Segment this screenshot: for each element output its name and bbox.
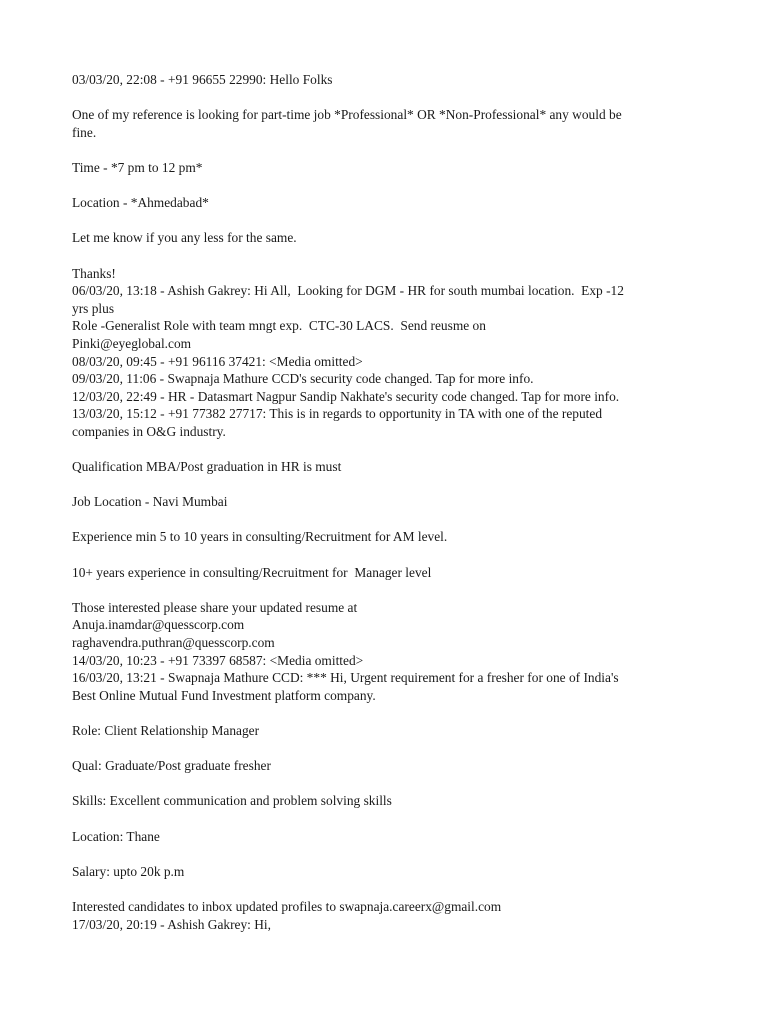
blank-line bbox=[72, 880, 702, 898]
blank-line bbox=[72, 775, 702, 793]
message-line: 13/03/20, 15:12 - +91 77382 27717: This is in regards to opportunity in TA with one of the reputed bbox=[72, 406, 603, 422]
message-line: Anuja.inamdar@quesscorp.com bbox=[72, 617, 245, 633]
message-line: Interested candidates to inbox updated profiles to swapnaja.careerx@gmail.com bbox=[72, 898, 502, 914]
blank-line bbox=[72, 740, 702, 758]
message-line: 08/03/20, 09:45 - +91 96116 37421: <Media omitted> bbox=[72, 353, 363, 369]
message-line: Let me know if you any less for the same. bbox=[72, 230, 297, 246]
message-line: Location: Thane bbox=[72, 828, 160, 844]
message-line: One of my reference is looking for part-time job *Professional* OR *Non-Professional* any would be bbox=[72, 107, 622, 123]
message-line: Best Online Mutual Fund Investment platform company. bbox=[72, 687, 376, 703]
blank-line bbox=[72, 810, 702, 828]
message-line: 16/03/20, 13:21 - Swapnaja Mathure CCD: *** Hi, Urgent requirement for a fresher for one of India's bbox=[72, 670, 619, 686]
blank-line bbox=[72, 845, 702, 863]
message-line: Skills: Excellent communication and problem solving skills bbox=[72, 793, 392, 809]
message-line: companies in O&G industry. bbox=[72, 423, 226, 439]
message-line: 12/03/20, 22:49 - HR - Datasmart Nagpur Sandip Nakhate's security code changed. Tap for more info. bbox=[72, 388, 620, 404]
blank-line bbox=[72, 511, 702, 529]
message-line: Time - *7 pm to 12 pm* bbox=[72, 159, 203, 175]
blank-line bbox=[72, 704, 702, 722]
message-line: 10+ years experience in consulting/Recruitment for Manager level bbox=[72, 564, 432, 580]
blank-line bbox=[72, 546, 702, 564]
message-line: Thanks! bbox=[72, 265, 116, 281]
message-line: Location - *Ahmedabad* bbox=[72, 195, 209, 211]
message-line: Salary: upto 20k p.m bbox=[72, 863, 185, 879]
blank-line bbox=[72, 89, 702, 107]
message-line: 17/03/20, 20:19 - Ashish Gakrey: Hi, bbox=[72, 916, 271, 932]
message-line: 03/03/20, 22:08 - +91 96655 22990: Hello Folks bbox=[72, 72, 333, 87]
chat-export-document bbox=[72, 71, 702, 933]
blank-line bbox=[72, 247, 702, 265]
blank-line bbox=[72, 212, 702, 230]
message-line: Those interested please share your updated resume at bbox=[72, 599, 358, 615]
message-line: Role: Client Relationship Manager bbox=[72, 722, 260, 738]
message-line: Qualification MBA/Post graduation in HR is must bbox=[72, 459, 342, 475]
blank-line bbox=[72, 581, 702, 599]
blank-line bbox=[72, 476, 702, 494]
message-line: raghavendra.puthran@quesscorp.com bbox=[72, 635, 275, 650]
message-line: 14/03/20, 10:23 - +91 73397 68587: <Media omitted> bbox=[72, 652, 364, 668]
blank-line bbox=[72, 177, 702, 195]
message-line: Job Location - Navi Mumbai bbox=[72, 494, 228, 510]
message-line: fine. bbox=[72, 124, 97, 140]
blank-line bbox=[72, 141, 702, 159]
message-line: Qual: Graduate/Post graduate fresher bbox=[72, 758, 271, 774]
blank-line bbox=[72, 440, 702, 458]
message-line: Experience min 5 to 10 years in consulting/Recruitment for AM level. bbox=[72, 529, 448, 545]
message-line: yrs plus bbox=[72, 300, 115, 316]
message-line: Role -Generalist Role with team mngt exp. CTC-30 LACS. Send reusme on bbox=[72, 318, 486, 334]
message-line: 09/03/20, 11:06 - Swapnaja Mathure CCD's security code changed. Tap for more info. bbox=[72, 371, 534, 387]
message-line: 06/03/20, 13:18 - Ashish Gakrey: Hi All, Looking for DGM - HR for south mumbai location. Exp -12 bbox=[72, 283, 624, 299]
message-line: Pinki@eyeglobal.com bbox=[72, 335, 192, 351]
